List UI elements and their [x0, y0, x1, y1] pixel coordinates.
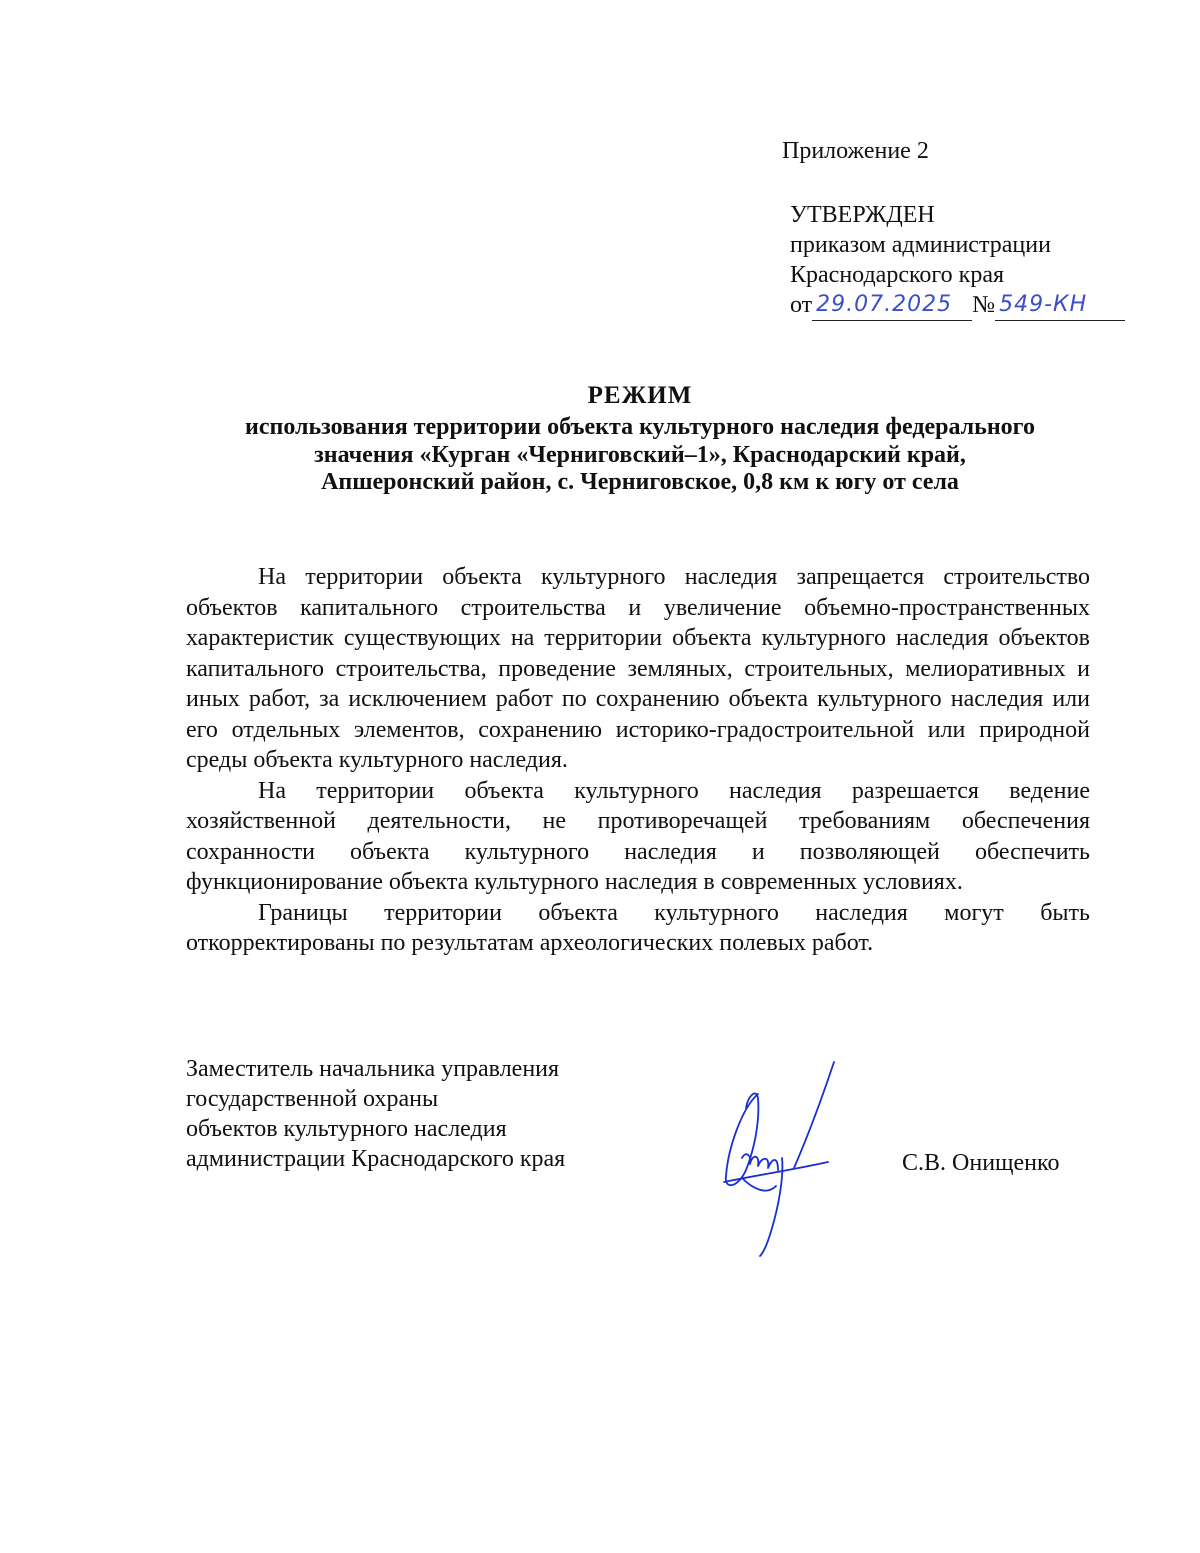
order-line-1: приказом администрации — [790, 232, 1051, 258]
approved-label: УТВЕРЖДЕН — [790, 202, 935, 228]
paragraph-permission: На территории объекта культурного наследия разрешается ведение хозяйственной деятельности, не противоречащей требованиям обеспечения сохранности объекта культурного наследия и позволяющей обеспечить функционирование объекта культурного наследия в современных условиях. — [186, 777, 1090, 895]
position-line-3: объектов культурного наследия — [186, 1116, 507, 1142]
from-label: от — [790, 292, 813, 318]
position-line-4: администрации Краснодарского края — [186, 1146, 566, 1172]
order-date-number-line — [790, 290, 1125, 324]
number-blank — [995, 290, 1125, 321]
approval-block — [790, 200, 1125, 324]
position-line-2: государственной охраны — [186, 1086, 439, 1112]
handwritten-signature — [712, 1058, 852, 1258]
signatory-name: С.В. Онищенко — [902, 1150, 1060, 1176]
date-blank — [812, 290, 972, 321]
subtitle-line-1: использования территории объекта культурного наследия федерального — [245, 414, 1035, 440]
document-body — [186, 562, 1090, 959]
subtitle-line-2: значения «Курган «Черниговский–1», Краснодарский край, — [314, 441, 966, 468]
subtitle-line-3: Апшеронский район, с. Черниговское, 0,8 км к югу от села — [321, 469, 959, 495]
number-label: № — [972, 292, 996, 318]
handwritten-date: 29.07.2025 — [816, 292, 953, 317]
handwritten-number: 549-КН — [999, 292, 1088, 317]
position-line-1: Заместитель начальника управления — [186, 1056, 560, 1082]
signatory-position — [186, 1054, 565, 1174]
paragraph-prohibition: На территории объекта культурного наследия запрещается строительство объектов капитального строительства и увеличение объемно-пространственных характеристик существующих на территории объекта культурного наследия объектов капитального строительства, проведение земляных, строительных, мелиоративных и иных работ, за исключением работ по сохранению объекта культурного наследия или его отдельных элементов, сохранению историко-градостроительной или природной среды объекта культурного наследия. — [186, 564, 1090, 773]
appendix-label: Приложение 2 — [782, 138, 929, 164]
order-line-2: Краснодарского края — [790, 262, 1005, 288]
paragraph-boundaries: Границы территории объекта культурного наследия могут быть откорректированы по результатам археологических полевых работ. — [186, 899, 1090, 956]
document-subtitle — [140, 414, 1140, 497]
document-title: РЕЖИМ — [587, 382, 693, 409]
